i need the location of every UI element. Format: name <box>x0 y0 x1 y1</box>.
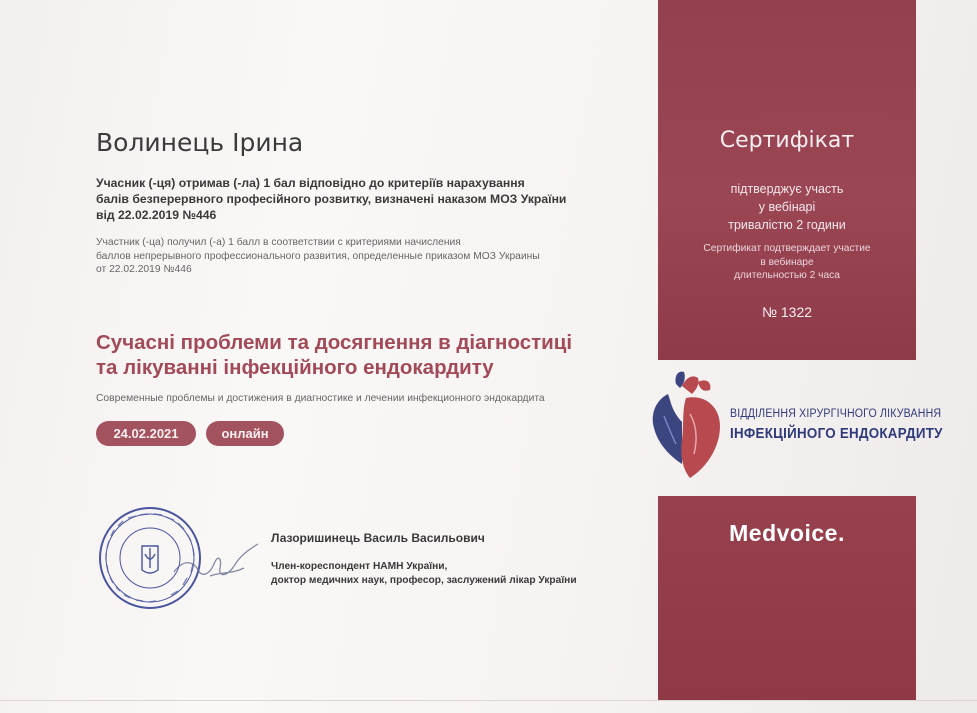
certificate-ru-line: в вебинаре <box>760 256 814 268</box>
certificate-statement-ru <box>658 242 916 283</box>
certificate-ua-line: тривалістю 2 години <box>728 218 846 232</box>
webinar-title <box>96 330 572 380</box>
webinar-title-ru: Современные проблемы и достижения в диагностике и лечении инфекционного эндокардита <box>96 393 545 404</box>
department-name-line2: ІНФЕКЦІЙНОГО ЕНДОКАРДИТУ <box>730 426 943 442</box>
medvoice-logo: Medvoice. <box>729 520 845 546</box>
statement-ua-line: Учасник (-ця) отримав (-ла) 1 бал відповідно до критеріїв нарахування <box>96 176 525 190</box>
webinar-date-badge: 24.02.2021 <box>96 421 196 446</box>
webinar-title-line: та лікуванні інфекційного ендокардиту <box>96 356 494 379</box>
signature-icon <box>170 528 270 588</box>
signatory-title-line: Член-кореспондент НАМН України, <box>271 561 448 572</box>
certificate-statement-ua <box>658 180 916 234</box>
brand-panel <box>658 496 916 700</box>
statement-ru-line: баллов непрерывного профессионального развития, определенные приказом МОЗ Украины <box>96 250 540 262</box>
points-statement-ru <box>96 236 656 277</box>
recipient-name: Волинець Ірина <box>96 128 304 157</box>
webinar-format-badge: онлайн <box>206 421 284 446</box>
statement-ua-line: балів безперервного професійного розвитку, визначені наказом МОЗ України <box>96 192 567 206</box>
certificate-title: Сертифікат <box>719 128 855 153</box>
signatory-name: Лазоришинець Василь Васильович <box>271 531 485 545</box>
heart-icon <box>646 364 726 482</box>
page-edge-divider <box>0 700 977 701</box>
signatory-title-line: доктор медичних наук, професор, заслужений лікар України <box>271 575 577 586</box>
signatory-title <box>271 560 577 588</box>
certificate-ua-line: у вебінарі <box>758 200 816 214</box>
certificate-ru-line: длительностью 2 часа <box>734 270 840 281</box>
certificate-ru-line: Сертификат подтверждает участие <box>703 243 871 254</box>
statement-ru-line: Участник (-ца) получил (-а) 1 балл в соответствии с критериями начисления <box>96 237 461 248</box>
certificate-number: № 1322 <box>761 304 813 320</box>
certificate-panel <box>658 0 916 360</box>
department-name-line1: ВІДДІЛЕННЯ ХІРУРГІЧНОГО ЛІКУВАННЯ <box>730 408 942 420</box>
statement-ru-line: от 22.02.2019 №446 <box>96 264 192 275</box>
department-logo <box>646 364 943 488</box>
statement-ua-line: від 22.02.2019 №446 <box>96 208 217 222</box>
points-statement-ua <box>96 175 656 223</box>
webinar-title-line: Сучасні проблеми та досягнення в діагностиці <box>96 331 573 354</box>
certificate-ua-line: підтверджує участь <box>730 182 844 196</box>
